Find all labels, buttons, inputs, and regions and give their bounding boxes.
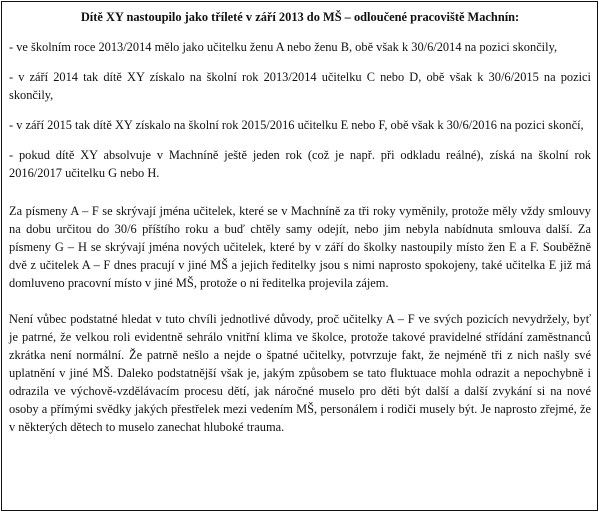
list-item: - v září 2015 tak dítě XY získalo na školní rok 2015/2016 učitelku E nebo F, obě však k 30/6/2016 na pozici skončí, <box>9 118 584 132</box>
document-title: Dítě XY nastoupilo jako tříleté v září 2013 do MŠ – odloučené pracoviště Machnín: <box>80 10 520 24</box>
list-item: - v září 2014 tak dítě XY získalo na školní rok 2013/2014 učitelku C nebo D, obě však k 30/6/2015 na pozici skončily, <box>9 70 591 102</box>
document-page <box>1 1 598 511</box>
list-item: - ve školním roce 2013/2014 mělo jako učitelku ženu A nebo ženu B, obě však k 30/6/2014 na pozici skončily, <box>9 40 558 54</box>
list-item: - pokud dítě XY absolvuje v Machníně ještě jeden rok (což je např. při odkladu reálné), získá na školní rok 2016/2017 učitelku G nebo H. <box>9 148 591 180</box>
paragraph: Není vůbec podstatné hledat v tuto chvíli jednotlivé důvody, proč učitelky A – F ve svých pozicích nevydržely, byť je patrné, že velkou roli evidentně sehrálo vnitřní klima ve školce, protože takové pravidelné střídání zaměstnanců zkrátka není normální. Že patrně nešlo a nejde o špatné učitelky, potvrzuje fakt, že nejméně tři z nich našly své uplatnění v jiné MŠ. Daleko podstatnější však je, jakým způsobem se tato fluktuace mohla odrazit a nepochybně i odrazila ve výchově-vzdělávacím procesu dětí, jak náročné muselo pro děti být další a další zvykání si na nové osoby a přímými svědky jakých přestřelek mezi vedením MŠ, personálem i rodiči musely být. Je naprosto zřejmé, že v některých dětech to muselo zanechat hluboké trauma. <box>9 312 591 434</box>
paragraph: Za písmeny A – F se skrývají jména učitelek, které se v Machníně za tři roky vyměnily, protože měly vždy smlouvy na dobu určitou do 30/6 příštího roku a buď chtěly samy odejít, nebo jim nebyla nabídnuta smlouva další. Za písmeny G – H se skrývají jména nových učitelek, které by v září do školky nastoupily místo žen E a F. Souběžně dvě z učitelek A – F dnes pracují v jiné MŠ a jejich ředitelky jsou s nimi naprosto spokojeny, také učitelka E již má domluveno pracovní místo v jiné MŠ, protože o ni ředitelka projevila zájem. <box>9 204 591 290</box>
